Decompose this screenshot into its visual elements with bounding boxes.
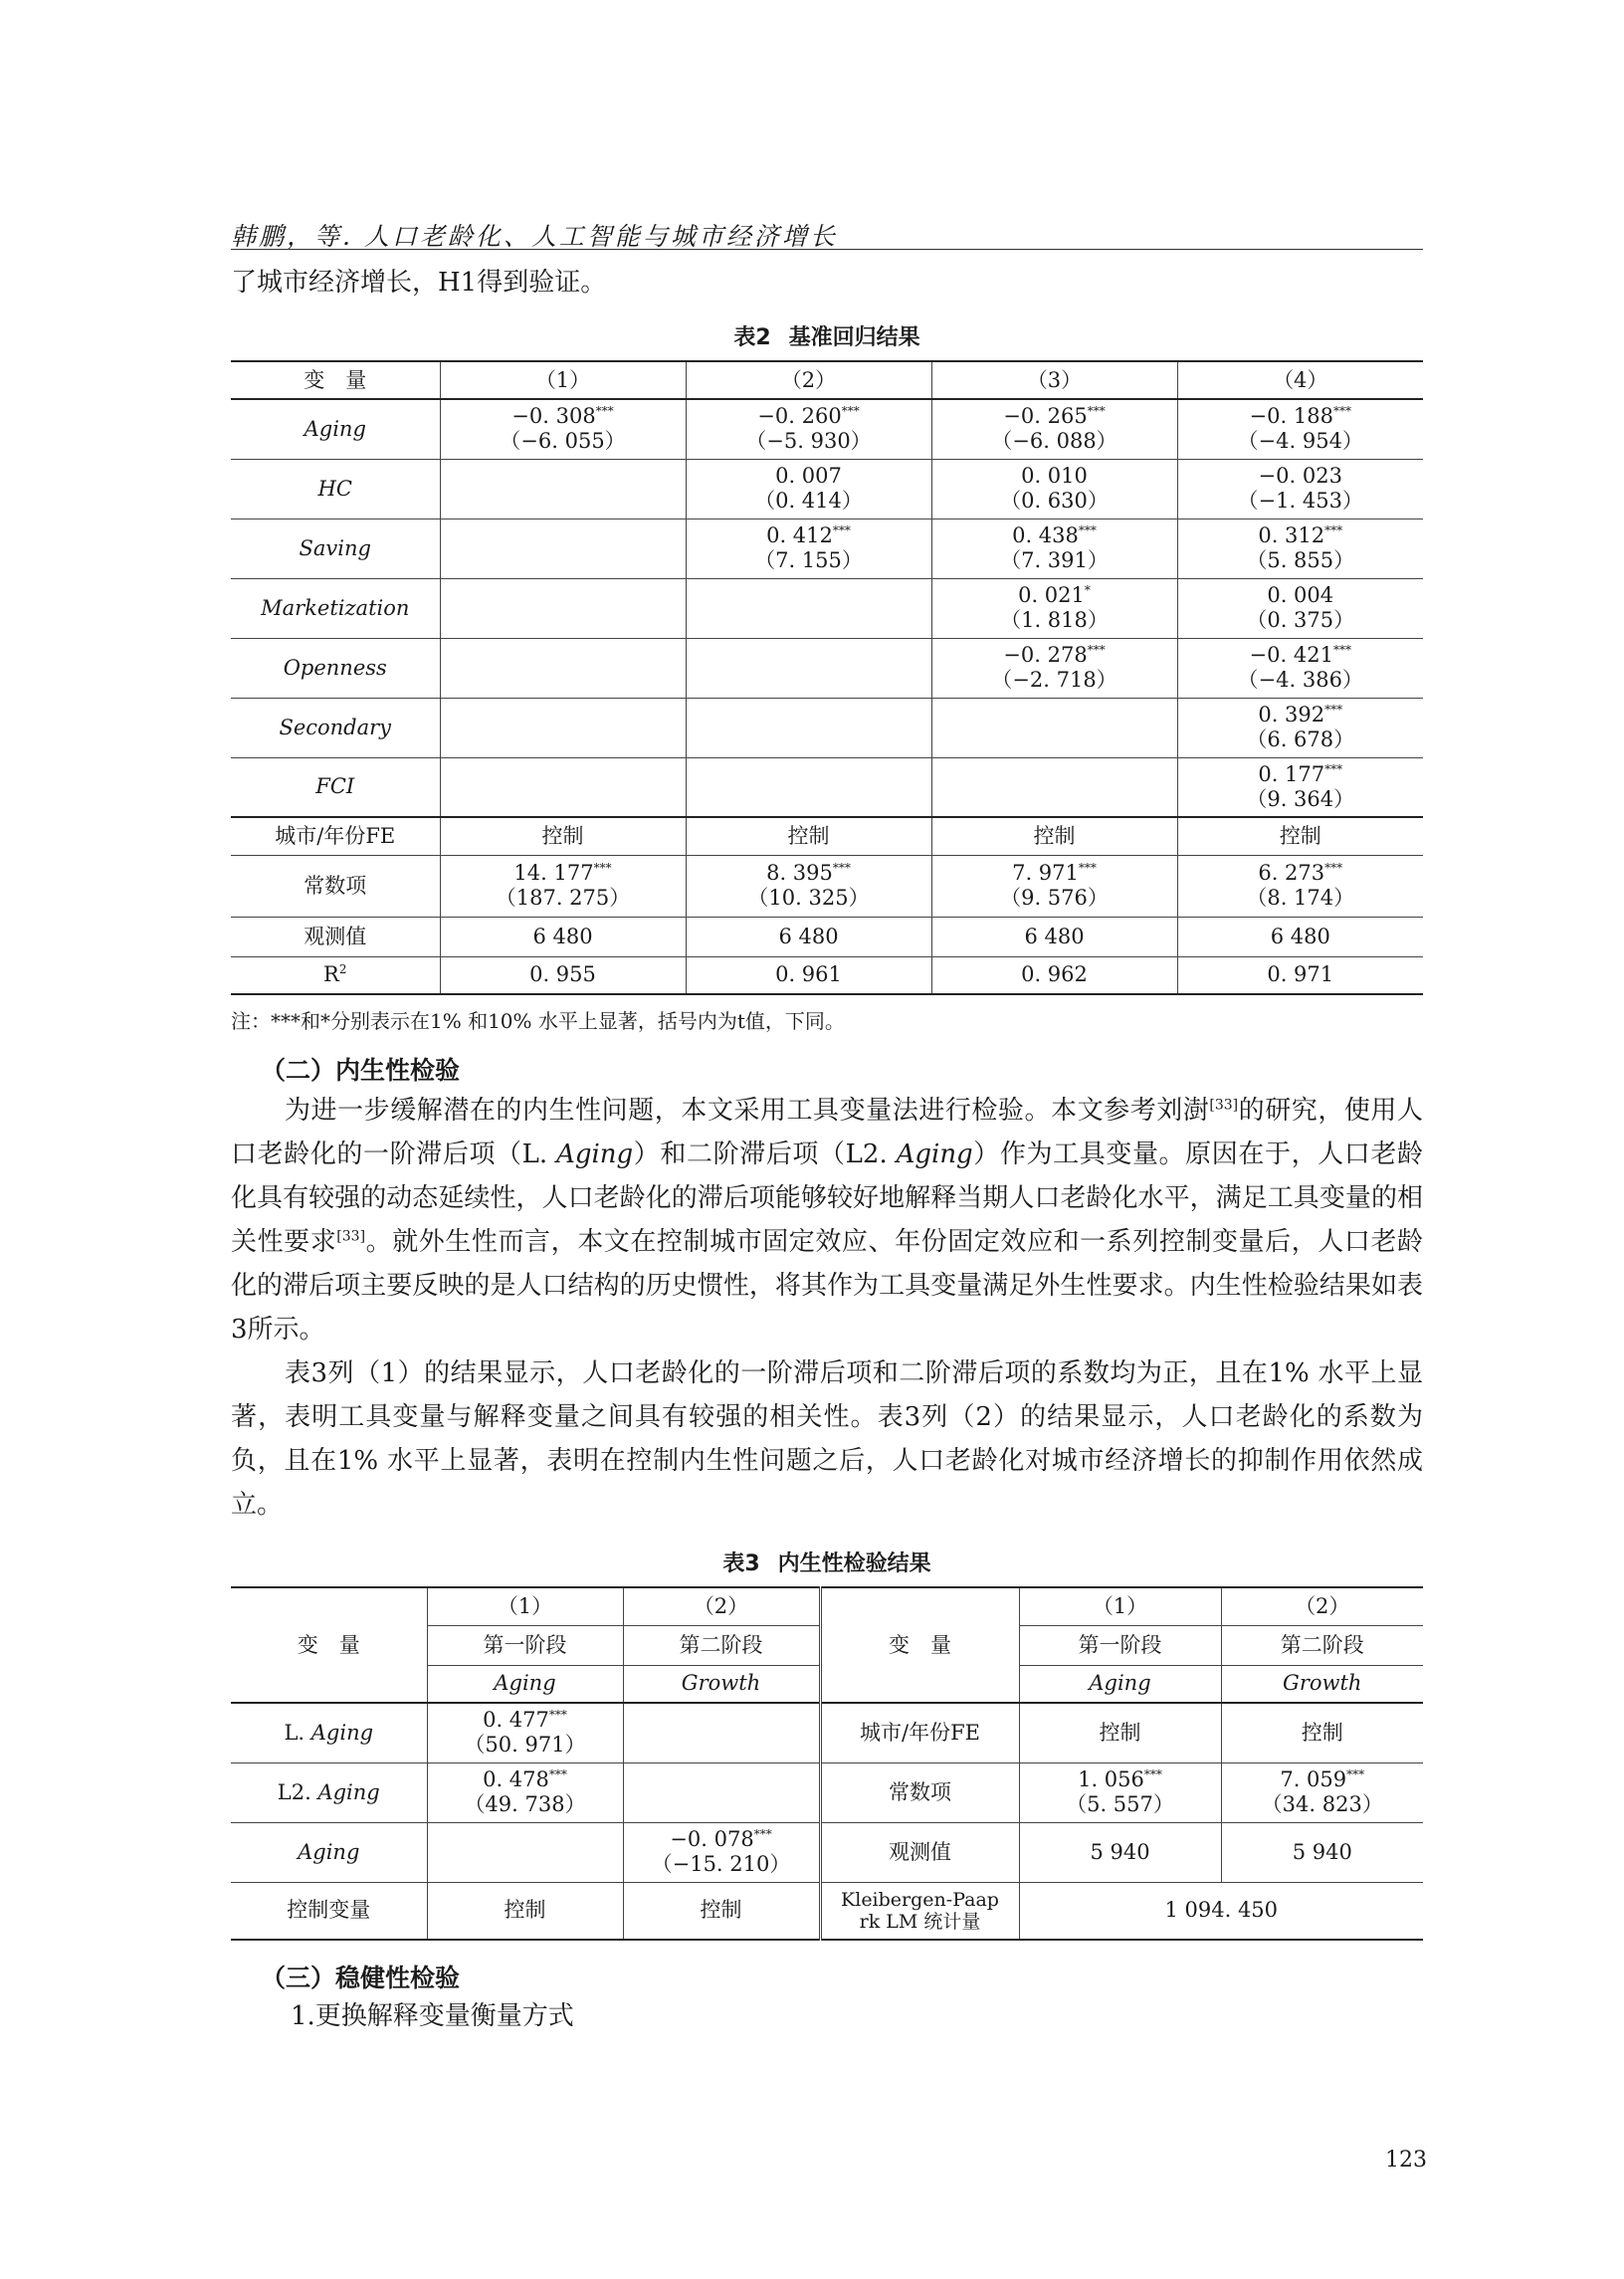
table3-header-row — [231, 1587, 1423, 1625]
table-cell — [1177, 518, 1423, 578]
table-cell — [440, 399, 686, 459]
table3-dep: Growth — [1221, 1665, 1423, 1703]
t-stat: （5. 855） — [1246, 548, 1355, 572]
table-cell — [623, 1762, 820, 1822]
significance-stars: *** — [1346, 1767, 1365, 1781]
t-stat: （49. 738） — [464, 1792, 586, 1816]
table2-cell: 控制 — [440, 817, 686, 855]
significance-stars: *** — [1143, 1767, 1162, 1781]
table3-var-name — [231, 1762, 427, 1822]
table2-fe-row — [231, 817, 1423, 855]
table3-var-label: 变 量 — [231, 1587, 427, 1703]
table3-right-label: 城市/年份FE — [820, 1703, 1019, 1762]
coef: 0. 007 — [775, 464, 842, 488]
significance-stars: *** — [593, 861, 612, 875]
table-cell — [1019, 1762, 1221, 1822]
significance-stars: *** — [595, 404, 614, 419]
significance-stars: *** — [1324, 703, 1343, 717]
table-cell — [1177, 459, 1423, 518]
table3-var-label: 变 量 — [820, 1587, 1019, 1703]
table-cell — [440, 578, 686, 638]
coef: 7. 059 — [1280, 1767, 1347, 1791]
table-cell — [931, 578, 1177, 638]
t-stat: （0. 630） — [1000, 489, 1109, 513]
t-stat: （−4. 386） — [1237, 668, 1363, 692]
t-stat: （−15. 210） — [651, 1852, 791, 1876]
table-cell — [1177, 757, 1423, 817]
t-stat: （−6. 088） — [991, 429, 1117, 454]
table-cell — [931, 698, 1177, 757]
table3-row — [231, 1762, 1423, 1822]
table-cell — [1177, 638, 1423, 698]
significance-stars: *** — [1087, 643, 1106, 657]
variable-name: Aging — [310, 1720, 374, 1745]
table2-var-name: FCI — [231, 757, 440, 817]
text-run: ）作为工具变量。原因在于，人口老龄化具有较强的动态延续性，人口老龄化的滞后项能够较好地解释当期人口老龄化水平，满足工具变量的相关性要求 — [231, 1140, 1423, 1257]
table-cell — [931, 518, 1177, 578]
coef: 0. 004 — [1267, 583, 1334, 607]
table3-stage: 第一阶段 — [427, 1625, 623, 1665]
coef: −0. 265 — [1003, 404, 1088, 429]
table-cell — [686, 399, 931, 459]
table2-cell: 6 480 — [686, 917, 931, 956]
table2-cell: 0. 962 — [931, 956, 1177, 994]
t-stat: （−6. 055） — [500, 429, 626, 454]
r2-sup: 2 — [338, 962, 347, 977]
table-cell — [427, 1762, 623, 1822]
table-cell — [1221, 1762, 1423, 1822]
table3-col-num: （2） — [623, 1587, 820, 1625]
variable-name: Aging — [298, 1839, 360, 1864]
citation: [33] — [1209, 1097, 1239, 1114]
table-cell — [686, 638, 931, 698]
table-cell — [1177, 855, 1423, 917]
text-run: 为进一步缓解潜在的内生性问题，本文采用工具变量法进行检验。本文参考刘澍 — [285, 1096, 1210, 1126]
coef: 0. 177 — [1258, 761, 1325, 786]
table3-caption-num: 表3 — [722, 1552, 760, 1576]
coef: −0. 421 — [1249, 643, 1333, 667]
table3-right-label: 常数项 — [820, 1762, 1019, 1822]
table-cell — [440, 757, 686, 817]
table2-cell: 0. 961 — [686, 956, 931, 994]
table-cell — [931, 757, 1177, 817]
t-stat: （6. 678） — [1246, 727, 1355, 751]
coef: −0. 188 — [1249, 404, 1333, 429]
section-heading: （三）稳健性检验 — [261, 1964, 461, 1992]
table3-row — [231, 1882, 1423, 1940]
table2-row — [231, 399, 1423, 459]
section-heading: （二）内生性检验 — [261, 1056, 461, 1085]
kp-statistic: 1 094. 450 — [1019, 1882, 1423, 1940]
table-cell: 5 940 — [1221, 1822, 1423, 1882]
table3-col-num: （1） — [1019, 1587, 1221, 1625]
table-cell — [686, 855, 931, 917]
t-stat: （8. 174） — [1246, 886, 1355, 910]
coef: 0. 438 — [1012, 523, 1079, 547]
table-cell — [427, 1822, 623, 1882]
header-rule — [231, 249, 1423, 250]
significance-stars: *** — [1078, 523, 1097, 537]
table2-row — [231, 638, 1423, 698]
significance-stars: *** — [832, 861, 851, 875]
coef: 0. 021 — [1018, 583, 1085, 607]
table-cell — [427, 1703, 623, 1762]
citation: [33] — [336, 1228, 366, 1245]
t-stat: （0. 375） — [1246, 608, 1355, 632]
table-cell: 控制 — [1019, 1703, 1221, 1762]
table3-dep: Aging — [427, 1665, 623, 1703]
text-run: ）和二阶滞后项（L2. — [633, 1140, 897, 1169]
table-cell — [1177, 698, 1423, 757]
table3-row — [231, 1703, 1423, 1762]
table3-stage: 第二阶段 — [1221, 1625, 1423, 1665]
t-stat: （5. 557） — [1066, 1792, 1174, 1816]
r2-label: R — [323, 962, 339, 987]
lag-prefix: L. — [284, 1720, 311, 1745]
kp-label-line: rk LM 统计量 — [859, 1910, 981, 1933]
table2-row-label: 观测值 — [231, 917, 440, 956]
coef: 0. 010 — [1021, 464, 1088, 488]
t-stat: （7. 391） — [1000, 548, 1109, 572]
table2-note: 注：***和*分别表示在1% 和10% 水平上显著，括号内为t值，下同。 — [231, 1009, 845, 1033]
table-cell — [931, 855, 1177, 917]
coef: −0. 078 — [670, 1827, 754, 1851]
coef: −0. 260 — [757, 404, 842, 429]
significance-stars: *** — [1332, 404, 1351, 419]
table2-var-name: HC — [231, 459, 440, 518]
table-cell — [440, 638, 686, 698]
text-run: 。就外生性而言，本文在控制城市固定效应、年份固定效应和一系列控制变量后，人口老龄化的滞后项主要反映的是人口结构的历史惯性，将其作为工具变量满足外生性要求。内生性检验结果如表3所示。 — [231, 1227, 1423, 1345]
table2-caption-num: 表2 — [733, 325, 771, 350]
table-cell — [440, 518, 686, 578]
table-cell — [1177, 578, 1423, 638]
variable-name: Aging — [896, 1140, 973, 1169]
t-stat: （−2. 718） — [991, 668, 1117, 692]
running-header: 韩鹏，等. 人口老龄化、人工智能与城市经济增长 — [231, 222, 838, 251]
table2-row — [231, 459, 1423, 518]
paragraph: 表3列（1）的结果显示，人口老龄化的一阶滞后项和二阶滞后项的系数均为正，且在1% 水平上显著，表明工具变量与解释变量之间具有较强的相关性。表3列（2）的结果显示，人口老龄化的系数为负，且在1% 水平上显著，表明在控制内生性问题之后，人口老龄化对城市经济增长的抑制作用依然成立。 — [231, 1358, 1423, 1520]
table2-header-cell: 变 量 — [231, 361, 440, 399]
table2-var-name: Openness — [231, 638, 440, 698]
table-cell — [686, 578, 931, 638]
table2-var-name: Secondary — [231, 698, 440, 757]
table2-header-row — [231, 361, 1423, 399]
table2-row-label — [231, 956, 440, 994]
table2-cell: 6 480 — [931, 917, 1177, 956]
coef: 0. 392 — [1258, 703, 1325, 726]
table3-caption — [231, 1547, 1423, 1577]
t-stat: （187. 275） — [495, 886, 631, 910]
table2-cell: 6 480 — [440, 917, 686, 956]
t-stat: （50. 971） — [464, 1733, 586, 1758]
t-stat: （−4. 954） — [1237, 429, 1363, 454]
table-cell — [931, 638, 1177, 698]
significance-stars: *** — [1332, 643, 1351, 657]
significance-stars: *** — [1078, 861, 1097, 875]
table2-cell: 0. 955 — [440, 956, 686, 994]
variable-name: Aging — [317, 1779, 380, 1804]
t-stat: （7. 155） — [754, 548, 863, 572]
coef: 1. 056 — [1078, 1767, 1144, 1791]
t-stat: （9. 364） — [1246, 786, 1355, 811]
table2-header-cell: （1） — [440, 361, 686, 399]
table-cell — [1177, 399, 1423, 459]
t-stat: （1. 818） — [1000, 608, 1109, 632]
table2-var-name: Saving — [231, 518, 440, 578]
table3-caption-title: 内生性检验结果 — [777, 1552, 931, 1576]
table2-var-name: Marketization — [231, 578, 440, 638]
table3-row — [231, 1822, 1423, 1882]
table2-caption-title: 基准回归结果 — [788, 325, 920, 350]
table2-cell: 控制 — [686, 817, 931, 855]
kp-label-line: Kleibergen-Paap — [841, 1888, 999, 1911]
table2-header-cell: （3） — [931, 361, 1177, 399]
table2-cell: 6 480 — [1177, 917, 1423, 956]
t-stat: （10. 325） — [747, 886, 870, 910]
coef: 14. 177 — [513, 861, 594, 885]
coef: 0. 312 — [1258, 523, 1325, 547]
table-cell — [686, 698, 931, 757]
table2-row — [231, 698, 1423, 757]
significance-stars: *** — [1324, 761, 1343, 776]
significance-stars: *** — [548, 1708, 567, 1723]
table3-var-name — [231, 1703, 427, 1762]
coef: −0. 278 — [1003, 643, 1088, 667]
text-run: 的研究，使用人口老龄化的一阶滞后项（L. — [231, 1096, 1423, 1169]
significance-stars: *** — [548, 1767, 567, 1781]
table3-right-label: 观测值 — [820, 1822, 1019, 1882]
table-cell — [686, 757, 931, 817]
significance-stars: *** — [841, 404, 860, 419]
table-cell — [931, 399, 1177, 459]
significance-stars: *** — [753, 1827, 772, 1841]
t-stat: （−5. 930） — [745, 429, 872, 454]
table2-cell: 控制 — [1177, 817, 1423, 855]
table2-row — [231, 518, 1423, 578]
table3-dep: Aging — [1019, 1665, 1221, 1703]
table-cell — [623, 1822, 820, 1882]
coef: 0. 477 — [483, 1708, 549, 1733]
significance-stars: *** — [1087, 404, 1106, 419]
table2-row-label: 常数项 — [231, 855, 440, 917]
table2-header-cell: （4） — [1177, 361, 1423, 399]
table2-cell: 0. 971 — [1177, 956, 1423, 994]
intro-line: 了城市经济增长，H1得到验证。 — [231, 268, 607, 298]
table2-obs-row — [231, 917, 1423, 956]
significance-stars: *** — [1324, 523, 1343, 537]
table2-var-name: Aging — [231, 399, 440, 459]
lag-prefix: L2. — [277, 1779, 318, 1804]
t-stat: （34. 823） — [1261, 1792, 1383, 1816]
table-cell — [686, 518, 931, 578]
table3-var-name: 控制变量 — [231, 1882, 427, 1940]
table-cell — [931, 459, 1177, 518]
t-stat: （0. 414） — [754, 489, 863, 513]
table2-r2-row — [231, 956, 1423, 994]
table3-col-num: （2） — [1221, 1587, 1423, 1625]
table-cell — [440, 459, 686, 518]
t-stat: （−1. 453） — [1237, 489, 1363, 513]
page-number: 123 — [1385, 2148, 1427, 2173]
table2-row — [231, 578, 1423, 638]
table2-header-cell: （2） — [686, 361, 931, 399]
subheading: 1.更换解释变量衡量方式 — [291, 2001, 574, 2031]
paragraph — [231, 1089, 1423, 1351]
table-cell: 控制 — [427, 1882, 623, 1940]
significance-stars: * — [1084, 583, 1091, 597]
coef: 7. 971 — [1012, 861, 1079, 885]
table3-stage: 第二阶段 — [623, 1625, 820, 1665]
significance-stars: *** — [832, 523, 851, 537]
table-cell — [623, 1703, 820, 1762]
table3-stage: 第一阶段 — [1019, 1625, 1221, 1665]
table-cell: 控制 — [1221, 1703, 1423, 1762]
coef: 0. 478 — [483, 1767, 549, 1791]
coef: 6. 273 — [1258, 861, 1325, 885]
table3-var-name — [231, 1822, 427, 1882]
table3-dep: Growth — [623, 1665, 820, 1703]
table2-caption — [231, 320, 1423, 351]
table3 — [231, 1586, 1423, 1941]
table2-const-row — [231, 855, 1423, 917]
table2 — [231, 360, 1423, 995]
t-stat: （9. 576） — [1000, 886, 1109, 910]
table-cell: 5 940 — [1019, 1822, 1221, 1882]
table2-row — [231, 757, 1423, 817]
table3-right-label — [820, 1882, 1019, 1940]
table2-row-label: 城市/年份FE — [231, 817, 440, 855]
coef: 0. 412 — [766, 523, 833, 547]
table-cell: 控制 — [623, 1882, 820, 1940]
significance-stars: *** — [1324, 861, 1343, 875]
coef: 8. 395 — [766, 861, 833, 885]
table-cell — [440, 855, 686, 917]
table2-cell: 控制 — [931, 817, 1177, 855]
table-cell — [440, 698, 686, 757]
coef: −0. 308 — [511, 404, 596, 429]
table3-col-num: （1） — [427, 1587, 623, 1625]
variable-name: Aging — [556, 1140, 634, 1169]
table-cell — [686, 459, 931, 518]
coef: −0. 023 — [1258, 464, 1342, 488]
